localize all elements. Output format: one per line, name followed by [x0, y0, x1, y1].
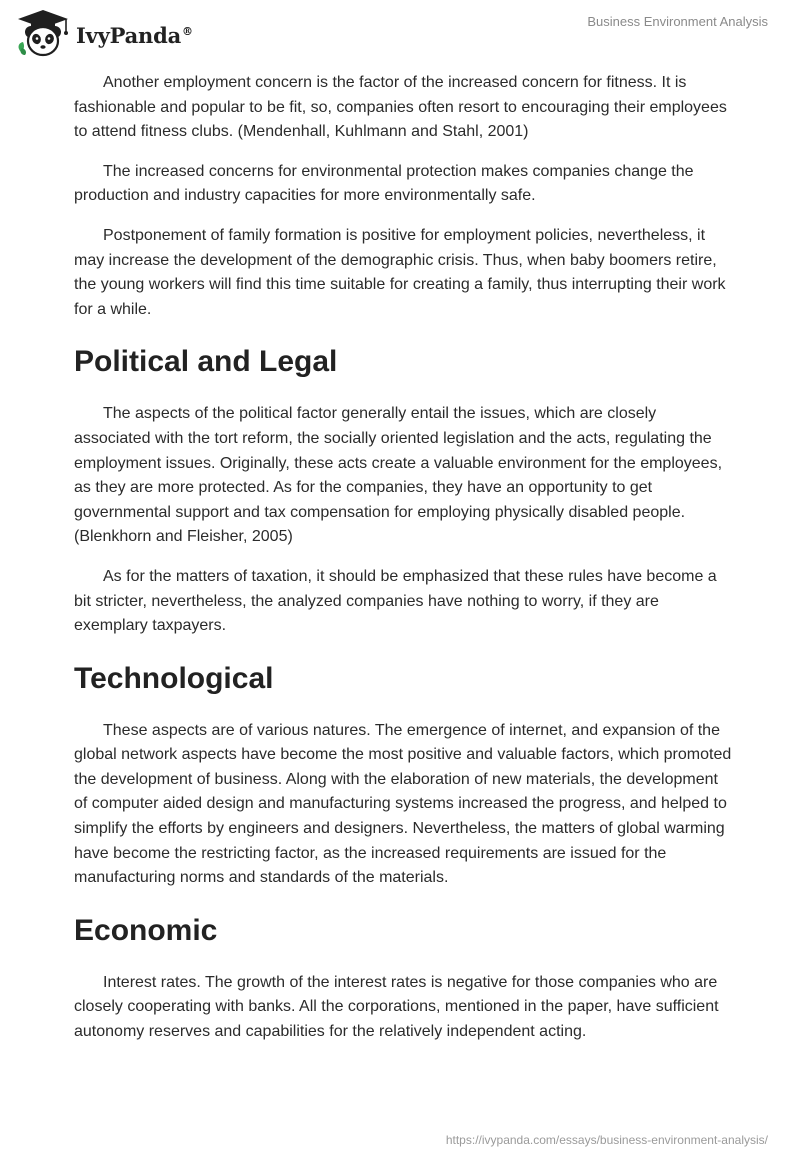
- paragraph: These aspects are of various natures. The emergence of internet, and expansion of the global network aspects have become the most positive and valuable factors, which promoted the development of business. Along with the elaboration of new materials, the development of computer aided design and manufacturing systems increased the progress, and helped to simplify the efforts by engineers and designers. Nevertheless, the matters of global warming have become the restricting factor, as the increased requirements are issued for the manufacturing norms and standards of the materials.: [74, 721, 732, 887]
- running-title: Business Environment Analysis: [587, 14, 768, 29]
- paragraph: As for the matters of taxation, it should be emphasized that these rules have become a bit stricter, nevertheless, the analyzed companies have nothing to worry, if they are exemplary taxpayers.: [74, 567, 717, 635]
- brand-logo[interactable]: [14, 8, 193, 58]
- paragraph: The increased concerns for environmental protection makes companies change the production and industry capacities for more environmentally safe.: [74, 162, 694, 205]
- source-url-link[interactable]: https://ivypanda.com/essays/business-environment-analysis/: [445, 1133, 768, 1147]
- section-heading-economic: Economic: [74, 913, 218, 947]
- article-body: [74, 71, 734, 1060]
- section-heading-political: Political and Legal: [74, 345, 338, 379]
- paragraph: Another employment concern is the factor of the increased concern for fitness. It is fashionable and popular to be fit, so, companies often resort to encouraging their employees to attend fitness clubs. (Mendenhall, Kuhlmann and Stahl, 2001): [74, 74, 727, 141]
- panda-graduate-icon: [14, 8, 72, 58]
- page-header: [0, 0, 800, 64]
- paragraph: Interest rates. The growth of the interest rates is negative for those companies who are closely cooperating with banks. All the corporations, mentioned in the paper, have sufficient autonomy reserves and capabilities for the relatively independent acting.: [74, 973, 719, 1041]
- paragraph: The aspects of the political factor generally entail the issues, which are closely associated with the tort reform, the socially oriented legislation and the acts, regulating the employment issues. Originally, these acts create a valuable environment for the employees, as they are more protected. As for the companies, they have an opportunity to get governmental support and tax compensation for employing physically disabled people. (Blenkhorn and Fleisher, 2005): [74, 405, 723, 546]
- paragraph: Postponement of family formation is positive for employment policies, nevertheless, it may increase the development of the demographic crisis. Thus, when baby boomers retire, the young workers will find this time suitable for creating a family, thus interrupting their work for a while.: [74, 226, 726, 318]
- brand-name: IvyPanda®: [76, 22, 193, 48]
- section-heading-technological: Technological: [74, 661, 274, 695]
